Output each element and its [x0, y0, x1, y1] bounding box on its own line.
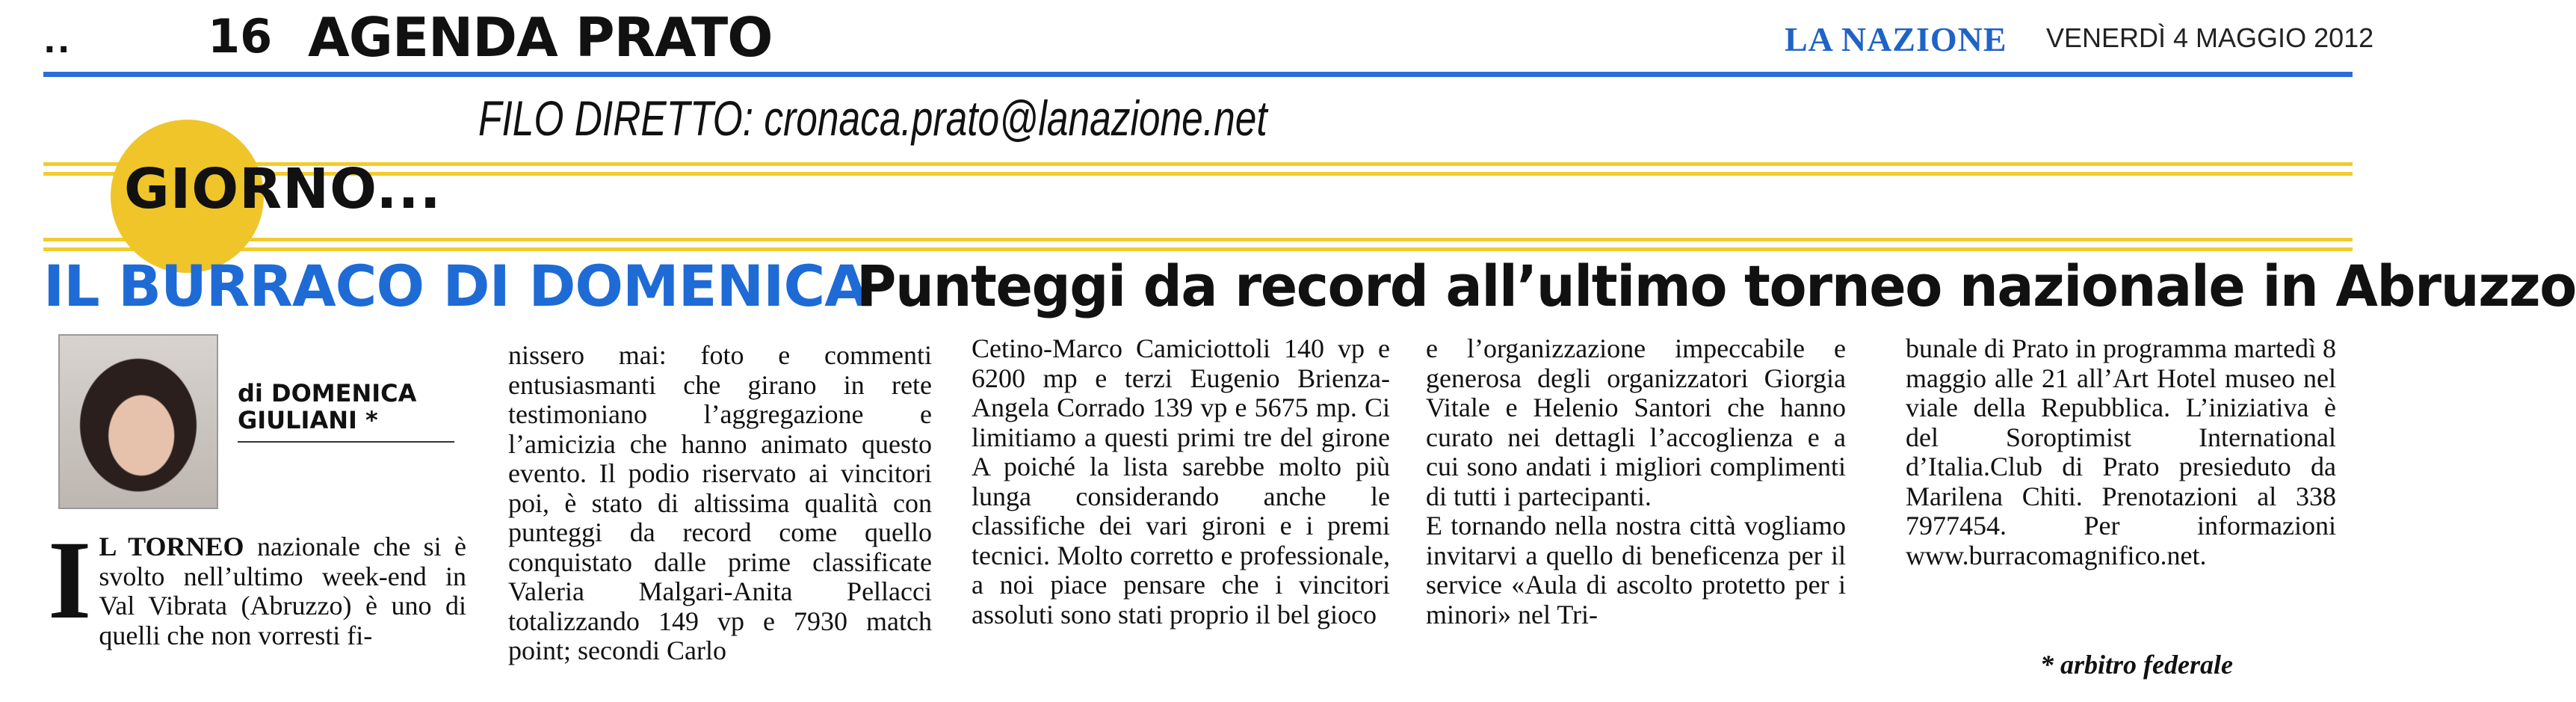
byline-rule — [238, 441, 454, 443]
column-3-text: Cetino-Marco Camiciottoli 140 vp e 6200 mp e terzi Eugenio Brienza-Angela Corrado 139 vp e 5675 mp. Ci limitiamo a questi primi tre del girone A poiché la lista sarebbe molto più lunga considerando anche le classifiche dei vari gironi e i premi tecnici. Molto corretto e professionale, a noi piace pensare che i vincitori assoluti sono stati proprio il bel gioco — [972, 333, 1390, 629]
article-column-3 — [972, 334, 1390, 629]
giorno-label: GIORNO... — [124, 157, 442, 221]
article-kicker: IL BURRACO DI DOMENICA — [43, 253, 868, 319]
byline-name-2: GIULIANI * — [238, 406, 378, 434]
article-column-2 — [508, 341, 932, 666]
filo-email: cronaca.prato@lanazione.net — [764, 90, 1267, 146]
byline — [238, 380, 416, 434]
article-headline: Punteggi da record all’ultimo torneo nazionale in Abruzzo — [856, 253, 2576, 319]
header-dots: .. — [43, 22, 72, 61]
article-column-4 — [1426, 334, 1846, 629]
header-rule — [43, 72, 2353, 77]
section-title: AGENDA PRATO — [308, 6, 773, 69]
lead-words: L TORNEO — [99, 532, 244, 561]
newspaper-name: LA NAZIONE — [1785, 20, 2007, 58]
drop-cap: I — [48, 518, 92, 642]
article-column-5 — [1906, 334, 2336, 570]
filo-diretto — [478, 90, 1267, 147]
yellow-rule-bottom — [43, 238, 2353, 241]
page-number: 16 — [208, 9, 273, 64]
yellow-rule-bottom-2 — [43, 247, 2353, 251]
issue-date: VENERDÌ 4 MAGGIO 2012 — [2046, 22, 2374, 53]
column-2-text: nissero mai: foto e commenti entusiasmanti che girano in rete testimoniano l’aggregazione e l’amicizia che hanno animato questo evento. Il podio riservato ai vincitori poi, è stato di altissima qualità con punteggi da record come quello conquistato dalle prime classificate Valeria Malgari-Anita Pellacci totalizzando 149 vp e 7930 match point; secondi Carlo — [508, 340, 932, 665]
byline-name-1: di DOMENICA — [238, 379, 417, 407]
author-photo — [58, 334, 218, 509]
column-5-text: bunale di Prato in programma martedì 8 maggio alle 21 all’Art Hotel museo nel viale della Repubblica. L’iniziativa è del Soroptimist International d’Italia.Club di Prato presieduto da Marilena Chiti. Prenotazioni al 338 7977454. Per informazioni www.burracomagnifico.net. — [1906, 333, 2336, 570]
article-column-1 — [48, 518, 467, 650]
author-note: * arbitro federale — [2040, 650, 2233, 680]
column-4-paragraph-1: e l’organizzazione impeccabile e generosa degli organizzatori Giorgia Vitale e Helenio Santori che hanno curato nei dettagli l’accoglienza e a cui sono andati i migliori complimenti di tutti i partecipanti. — [1426, 333, 1846, 511]
column-4-paragraph-2: E tornando nella nostra città vogliamo invitarvi a quello di beneficenza per il service «Aula di ascolto protetto per i minori» nel Tri- — [1426, 511, 1846, 629]
filo-label: FILO DIRETTO: — [478, 90, 754, 146]
column-1-text: nazionale che si è svolto nell’ultimo week-end in Val Vibrata (Abruzzo) è uno di quelli che non vorresti fi- — [99, 532, 467, 650]
